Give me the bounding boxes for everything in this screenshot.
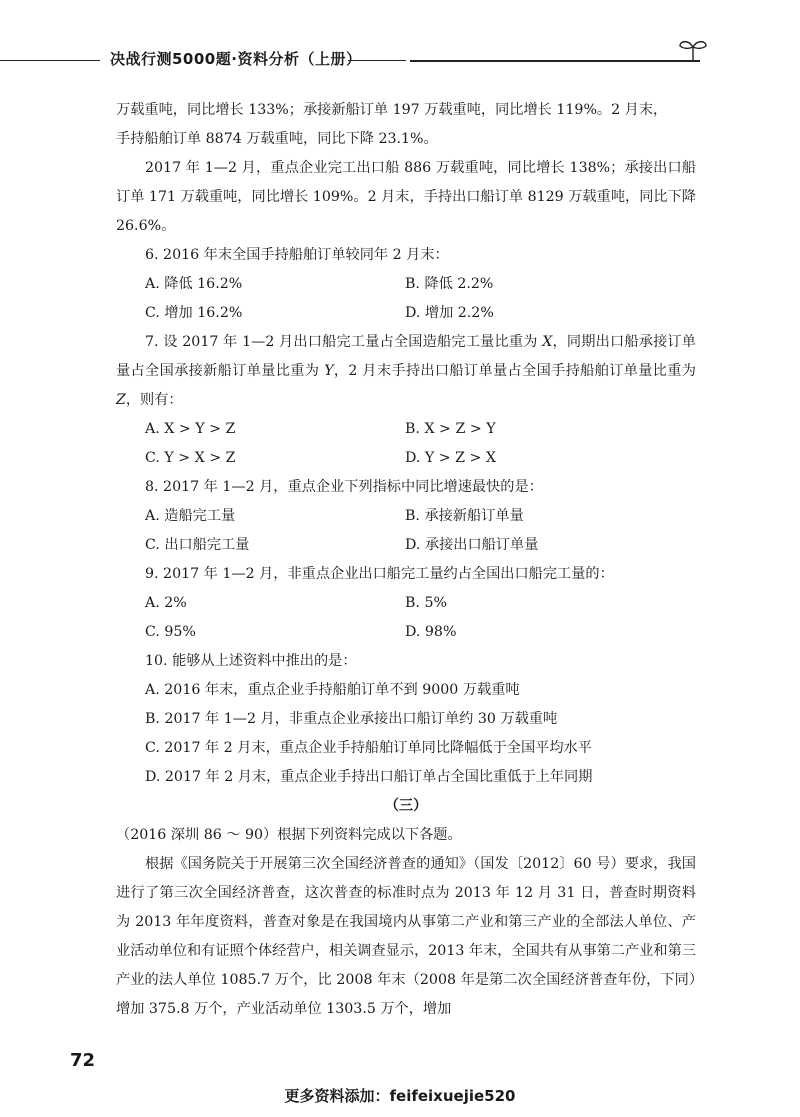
question-6-options-row2 <box>116 299 696 328</box>
option-d: D. 增加 2.2% <box>405 305 494 321</box>
option-b: B. 承接新船订单量 <box>405 508 524 524</box>
option-c: C. 增加 16.2% <box>145 305 243 321</box>
question-6-stem: 6. 2016 年末全国手持船舶订单较同年 2 月末： <box>145 247 449 263</box>
question-7-stem: 7. 设 2017 年 1—2 月出口船完工量占全国造船完工量比重为 X，同期出口船承接订单量占全国承接新船订单量比重为 Y，2 月末手持出口船订单量占全国手持船舶订单量比重为 Z，则有： <box>116 334 696 408</box>
option-d: D. 98% <box>405 624 457 640</box>
page-content <box>116 96 696 1024</box>
paragraph-export-ships: 2017 年 1—2 月，重点企业完工出口船 886 万载重吨，同比增长 138%；承接出口船订单 171 万载重吨，同比增长 109%。2 月末，手持出口船订单 8129 万载重吨，同比下降 26.6%。 <box>116 160 696 234</box>
option-b: B. 5% <box>405 595 447 611</box>
question-8-options-row2 <box>116 531 696 560</box>
option-d: D. Y > Z > X <box>405 450 497 466</box>
footer-note: 更多资料添加：feifeixuejie520 <box>284 1087 516 1105</box>
paragraph-continued-line2: 手持船舶订单 8874 万载重吨，同比下降 23.1%。 <box>116 131 438 147</box>
option-c: C. 出口船完工量 <box>145 537 250 553</box>
option-d: D. 2017 年 2 月末，重点企业手持出口船订单占全国比重低于上年同期 <box>145 769 593 785</box>
question-8-options-row1 <box>116 502 696 531</box>
header-title: 决战行测5000题·资料分析（上册） <box>110 50 362 68</box>
question-8-stem: 8. 2017 年 1—2 月，重点企业下列指标中同比增速最快的是： <box>145 479 543 495</box>
section-body: 根据《国务院关于开展第三次全国经济普查的通知》（国发〔2012〕60 号）要求，我国进行了第三次全国经济普查，这次普查的标准时点为 2013 年 12 月 31 日，普查时期资料为 2013 年年度资料，普查对象是在我国境内从事第二产业和第三产业的全部法人单位、产业活动单位和有证照个体经营户，相关调查显示，2013 年末，全国共有从事第二产业和第三产业的法人单位 1085.7 万个，比 2008 年末（2008 年是第二次全国经济普查年份，下同）增加 375.8 万个，产业活动单位 1303.5 万个，增加 <box>116 856 696 1017</box>
paragraph-continued-line1: 万载重吨，同比增长 133%；承接新船订单 197 万载重吨，同比增长 119%。2 月末， <box>116 102 668 118</box>
question-7-options-row2 <box>116 444 696 473</box>
option-a: A. 2% <box>145 595 187 611</box>
section-intro: （2016 深圳 86 ～ 90）根据下列资料完成以下各题。 <box>116 827 462 843</box>
header-rule-left <box>0 60 100 61</box>
option-a: A. X > Y > Z <box>145 421 236 437</box>
option-c: C. 95% <box>145 624 196 640</box>
question-7-options-row1 <box>116 415 696 444</box>
header-rule-right <box>410 60 700 62</box>
option-a: A. 造船完工量 <box>145 508 236 524</box>
option-b: B. 2017 年 1—2 月，非重点企业承接出口船订单约 30 万载重吨 <box>145 711 558 727</box>
option-a: A. 2016 年末，重点企业手持船舶订单不到 9000 万载重吨 <box>145 682 520 698</box>
option-b: B. 降低 2.2% <box>405 276 494 292</box>
question-6-options-row1 <box>116 270 696 299</box>
question-10-stem: 10. 能够从上述资料中推出的是： <box>145 653 357 669</box>
option-c: C. Y > X > Z <box>145 450 236 466</box>
section-heading: （三） <box>384 798 428 814</box>
option-b: B. X > Z > Y <box>405 421 496 437</box>
page-number: 72 <box>70 1050 96 1071</box>
option-d: D. 承接出口船订单量 <box>405 537 539 553</box>
question-9-options-row2 <box>116 618 696 647</box>
option-c: C. 2017 年 2 月末，重点企业手持船舶订单同比降幅低于全国平均水平 <box>145 740 592 756</box>
sprout-icon <box>676 36 710 62</box>
option-a: A. 降低 16.2% <box>145 276 243 292</box>
question-9-stem: 9. 2017 年 1—2 月，非重点企业出口船完工量约占全国出口船完工量的： <box>145 566 614 582</box>
page-header <box>0 40 800 80</box>
question-9-options-row1 <box>116 589 696 618</box>
